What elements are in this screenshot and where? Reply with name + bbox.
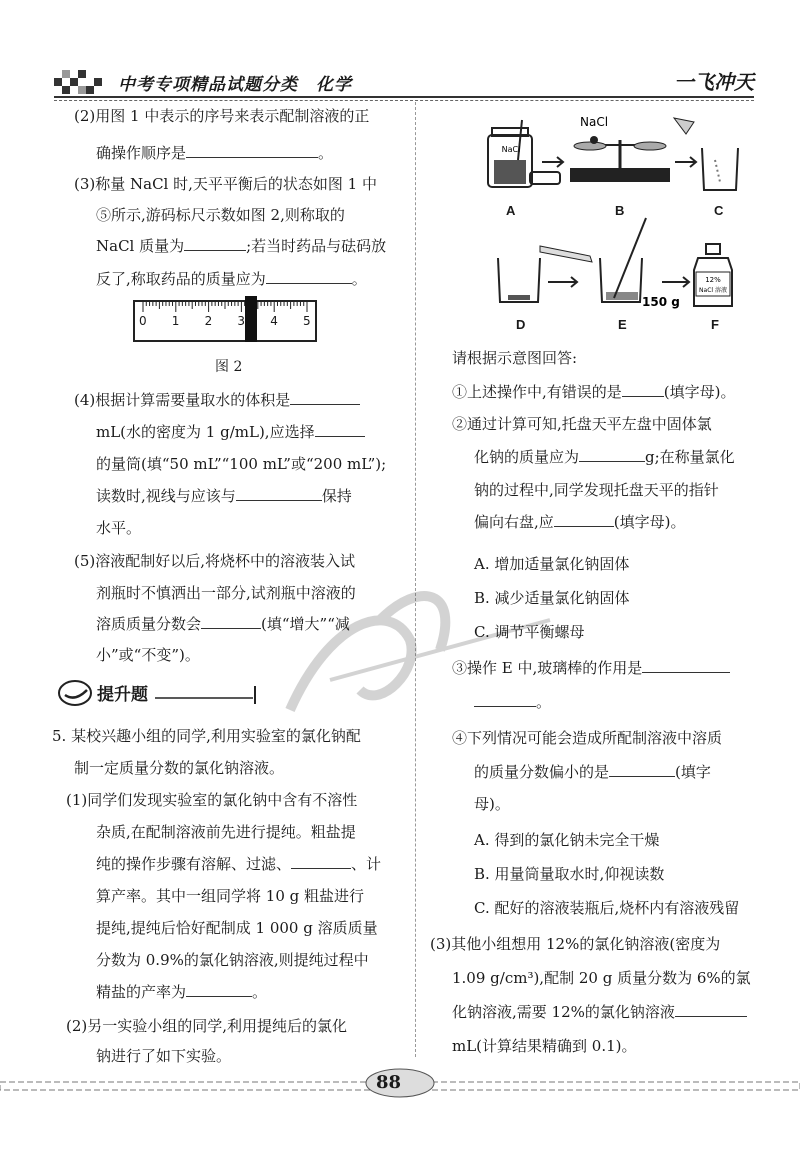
bottle-percent: 12% (705, 276, 721, 284)
step-d-beaker (498, 246, 592, 302)
label-d: D (516, 317, 526, 332)
nacl-label: NaCl (580, 115, 609, 129)
r4-line2: 的质量分数偏小的是 (填字 (474, 756, 711, 789)
q3r-line2: 1.09 g/cm³),配制 20 g 质量分数为 6%的氯 (452, 969, 751, 987)
answer-blank[interactable] (201, 612, 261, 629)
p5-2-line2: 钠进行了如下实验。 (96, 1047, 232, 1065)
r4-line1: ④下列情况可能会造成所配制溶液中溶质 (452, 729, 723, 747)
ruler-rider (245, 296, 257, 342)
checker-logo (54, 68, 106, 98)
step-e-beaker (600, 218, 646, 302)
arrow-b-c (675, 157, 696, 167)
experiment-figure (430, 110, 770, 340)
q3-line1: (3)称量 NaCl 时,天平平衡后的状态如图 1 中 (74, 175, 377, 193)
answer-blank[interactable] (554, 510, 614, 527)
ruler-tick-label: 2 (204, 314, 213, 328)
answer-blank[interactable] (609, 760, 675, 777)
step-b-balance (570, 136, 670, 182)
page-number: 88 (376, 1072, 402, 1093)
answer-blank[interactable] (474, 690, 536, 707)
q5-line1: (5)溶液配制好以后,将烧杯中的溶液装入试 (74, 552, 356, 570)
right-intro: 请根据示意图回答: (452, 349, 578, 367)
ruler-tick-label: 5 (303, 314, 311, 328)
r4-line3: 母)。 (474, 795, 510, 813)
answer-blank[interactable] (675, 1000, 747, 1017)
option-a: A. 增加适量氯化钠固体 (474, 555, 630, 573)
q3r-line1: (3)其他小组想用 12%的氯化钠溶液(密度为 (430, 935, 721, 953)
option4-c: C. 配好的溶液装瓶后,烧杯内有溶液残留 (474, 899, 740, 917)
q2-line1: (2)用图 1 中表示的序号来表示配制溶液的正 (74, 107, 370, 125)
mass-label: 150 g (642, 295, 680, 309)
answer-blank[interactable] (266, 267, 352, 284)
section-title: 提升题 (97, 685, 148, 705)
r2-line2: 化钠的质量应为 g;在称量氯化 (474, 441, 735, 474)
label-c: C (714, 203, 724, 218)
q5-line3: 溶质质量分数会 (填“增大”“减 (96, 608, 350, 641)
step-f-bottle (694, 244, 732, 306)
r1: ①上述操作中,有错误的是 (填字母)。 (452, 376, 736, 409)
q3-line3: NaCl 质量为 ;若当时药品与砝码放 (96, 230, 386, 263)
footer-border-right (432, 1081, 800, 1091)
footer-border-left (0, 1081, 370, 1091)
ruler-ticks (135, 302, 315, 340)
bottle-text: NaCl 溶液 (699, 287, 727, 294)
ruler-tick-label: 0 (139, 314, 147, 328)
r3-line2: 。 (474, 686, 551, 719)
vernier-ruler (133, 300, 317, 342)
header-brand: 一飞冲天 (674, 70, 754, 94)
q3-line4: 反了,称取药品的质量应为 。 (96, 263, 367, 296)
p5-1-line1: (1)同学们发现实验室的氯化钠中含有不溶性 (66, 791, 358, 809)
ruler-tick-label: 4 (270, 314, 278, 328)
q4-line5: 水平。 (96, 519, 142, 537)
page-header (54, 62, 754, 100)
q4-line4: 读数时,视线与应该与 保持 (96, 480, 352, 513)
p5-line2: 制一定质量分数的氯化钠溶液。 (74, 759, 285, 777)
option-c: C. 调节平衡螺母 (474, 623, 585, 641)
r2-line3: 钠的过程中,同学发现托盘天平的指针 (474, 481, 719, 499)
arrow-a-b (542, 157, 563, 167)
p5-1-line5: 提纯,提纯后恰好配制成 1 000 g 溶质质量 (96, 919, 378, 937)
label-b: B (615, 203, 625, 218)
option-b: B. 减少适量氯化钠固体 (474, 589, 630, 607)
p5-line1: 5. 某校兴趣小组的同学,利用实验室的氯化钠配 (52, 727, 361, 745)
answer-blank[interactable] (290, 388, 360, 405)
label-e: E (618, 317, 627, 332)
header-title: 中考专项精品试题分类 化学 (118, 75, 352, 95)
step-c-beaker (674, 118, 738, 190)
answer-blank[interactable] (315, 420, 365, 437)
label-f: F (711, 317, 719, 332)
q5-line4: 小”或“不变”)。 (96, 646, 200, 664)
jar-label: NaCl (501, 145, 521, 154)
q3-line2: ⑤所示,游码标尺示数如图 2,则称取的 (96, 206, 345, 224)
section-header (55, 678, 260, 708)
section-bar-graphic (55, 678, 260, 708)
ruler-tick-label: 1 (171, 314, 180, 328)
p5-1-line4: 算产率。其中一组同学将 10 g 粗盐进行 (96, 887, 364, 905)
p5-1-line7: 精盐的产率为 。 (96, 976, 267, 1009)
step-a-jar (488, 120, 560, 187)
p5-1-line3: 纯的操作步骤有溶解、过滤、 、计 (96, 848, 381, 881)
answer-blank[interactable] (642, 656, 730, 673)
answer-blank[interactable] (579, 445, 645, 462)
q3r-line4: mL(计算结果精确到 0.1)。 (452, 1037, 637, 1055)
p5-1-line6: 分数为 0.9%的氯化钠溶液,则提纯过程中 (96, 951, 369, 969)
header-rule (54, 96, 754, 98)
r2-line4: 偏向右盘,应 (填字母)。 (474, 506, 686, 539)
p5-2-line1: (2)另一实验小组的同学,利用提纯后的氯化 (66, 1017, 348, 1035)
p5-1-line2: 杂质,在配制溶液前先进行提纯。粗盐提 (96, 823, 356, 841)
r3-line1: ③操作 E 中,玻璃棒的作用是 (452, 652, 730, 685)
answer-blank[interactable] (236, 484, 322, 501)
q2-line2: 确操作顺序是 。 (96, 137, 333, 170)
ruler-tick-label: 3 (237, 314, 246, 328)
answer-blank[interactable] (184, 234, 246, 251)
answer-blank[interactable] (291, 852, 351, 869)
q4-line2: mL(水的密度为 1 g/mL),应选择 (96, 416, 365, 449)
q4-line3: 的量筒(填“50 mL”“100 mL”或“200 mL”); (96, 455, 387, 473)
answer-blank[interactable] (186, 980, 252, 997)
q5-line2: 剂瓶时不慎洒出一部分,试剂瓶中溶液的 (96, 584, 356, 602)
label-a: A (506, 203, 516, 218)
option4-b: B. 用量筒量取水时,仰视读数 (474, 865, 665, 883)
r2-line1: ②通过计算可知,托盘天平左盘中固体氯 (452, 415, 712, 433)
arrow-e-f (662, 277, 689, 287)
q4-line1: (4)根据计算需要量取水的体积是 (74, 384, 360, 417)
option4-a: A. 得到的氯化钠未完全干燥 (474, 831, 660, 849)
q3r-line3: 化钠溶液,需要 12%的氯化钠溶液 (452, 996, 747, 1029)
arrow-d-e (548, 277, 577, 287)
figure-2-caption: 图 2 (215, 359, 243, 375)
answer-blank[interactable] (186, 141, 318, 158)
answer-blank[interactable] (622, 380, 664, 397)
